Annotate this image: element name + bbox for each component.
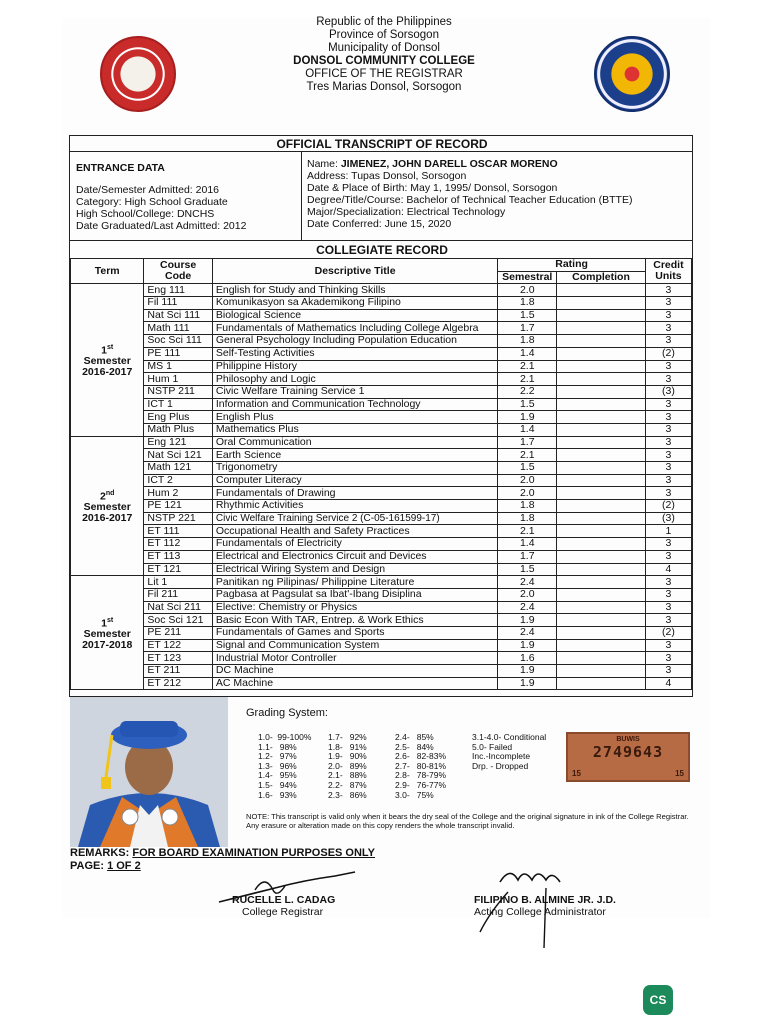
- credit-units-cell: (2): [645, 626, 691, 639]
- descriptive-title-cell: Elective: Chemistry or Physics: [212, 601, 497, 614]
- completion-cell: [557, 436, 646, 449]
- credit-units-cell: 3: [645, 360, 691, 373]
- table-row: [71, 614, 692, 627]
- credit-units-cell: 3: [645, 665, 691, 678]
- descriptive-title-cell: English Plus: [212, 411, 497, 424]
- table-row: [71, 322, 692, 335]
- credit-units-cell: 3: [645, 550, 691, 563]
- header-line2: Province of Sorsogon: [329, 29, 439, 41]
- grading-col-2: 1.7- 92% 1.8- 91% 1.9- 90% 2.0- 89% 2.1- 88% 2.2- 87% 2.3- 86%: [328, 732, 367, 800]
- semestral-rating-cell: 2.0: [498, 487, 557, 500]
- grading-col-4: 3.1-4.0- Conditional 5.0- Failed Inc.-Incomplete Drp. - Dropped: [472, 732, 547, 771]
- table-row: [71, 297, 692, 310]
- semestral-rating-cell: 1.7: [498, 322, 557, 335]
- col-course-code: Course Code: [144, 259, 212, 284]
- descriptive-title-cell: Fundamentals of Drawing: [212, 487, 497, 500]
- course-code-cell: Fil 211: [144, 588, 212, 601]
- table-row: [71, 423, 692, 436]
- descriptive-title-cell: Komunikasyon sa Akademikong Filipino: [212, 297, 497, 310]
- completion-cell: [557, 474, 646, 487]
- entrance-heading: ENTRANCE DATA: [76, 162, 165, 174]
- completion-cell: [557, 652, 646, 665]
- entrance-admitted: Date/Semester Admitted: 2016: [76, 184, 219, 196]
- course-code-cell: ET 212: [144, 677, 212, 690]
- completion-cell: [557, 626, 646, 639]
- stamp-right-value: 15: [675, 769, 684, 778]
- table-row: [71, 347, 692, 360]
- course-code-cell: Nat Sci 111: [144, 309, 212, 322]
- descriptive-title-cell: Earth Science: [212, 449, 497, 462]
- descriptive-title-cell: Electrical and Electronics Circuit and Devices: [212, 550, 497, 563]
- descriptive-title-cell: Pagbasa at Pagsulat sa Ibat'-Ibang Disiplina: [212, 588, 497, 601]
- table-row: [71, 601, 692, 614]
- credit-units-cell: 3: [645, 398, 691, 411]
- semestral-rating-cell: 1.8: [498, 335, 557, 348]
- credit-units-cell: 3: [645, 639, 691, 652]
- descriptive-title-cell: Rhythmic Activities: [212, 500, 497, 513]
- completion-cell: [557, 500, 646, 513]
- table-row: [71, 474, 692, 487]
- letterhead: [0, 16, 768, 94]
- table-row: [71, 411, 692, 424]
- semestral-rating-cell: 1.9: [498, 639, 557, 652]
- grading-col-1: 1.0- 99-100% 1.1- 98% 1.2- 97% 1.3- 96% 1.4- 95% 1.5- 94% 1.6- 93%: [258, 732, 312, 800]
- descriptive-title-cell: Philosophy and Logic: [212, 373, 497, 386]
- descriptive-title-cell: AC Machine: [212, 677, 497, 690]
- student-name-line: [307, 158, 632, 170]
- semestral-rating-cell: 1.8: [498, 512, 557, 525]
- remarks-value: FOR BOARD EXAMINATION PURPOSES ONLY: [132, 847, 375, 859]
- student-birth: Date & Place of Birth: May 1, 1995/ Donsol, Sorsogon: [307, 182, 558, 194]
- table-row: [71, 449, 692, 462]
- credit-units-cell: (3): [645, 512, 691, 525]
- col-semestral: Semestral: [498, 271, 557, 284]
- course-code-cell: ICT 1: [144, 398, 212, 411]
- semestral-rating-cell: 2.1: [498, 449, 557, 462]
- completion-cell: [557, 347, 646, 360]
- collegiate-record-title: COLLEGIATE RECORD: [316, 243, 448, 257]
- table-row: [71, 550, 692, 563]
- entrance-graduated: Date Graduated/Last Admitted: 2012: [76, 220, 247, 232]
- credit-units-cell: 3: [645, 588, 691, 601]
- semestral-rating-cell: 1.9: [498, 677, 557, 690]
- completion-cell: [557, 385, 646, 398]
- table-row: [71, 525, 692, 538]
- semestral-rating-cell: 2.1: [498, 360, 557, 373]
- table-row: [71, 373, 692, 386]
- credit-units-cell: 3: [645, 652, 691, 665]
- page-line: [70, 860, 141, 872]
- table-row: [71, 462, 692, 475]
- semestral-rating-cell: 1.8: [498, 297, 557, 310]
- course-code-cell: Math Plus: [144, 423, 212, 436]
- credit-units-cell: 3: [645, 297, 691, 310]
- course-code-cell: ET 113: [144, 550, 212, 563]
- credit-units-cell: 3: [645, 411, 691, 424]
- course-code-cell: Fil 111: [144, 297, 212, 310]
- credit-units-cell: 3: [645, 335, 691, 348]
- table-row: [71, 639, 692, 652]
- col-term: Term: [71, 259, 144, 284]
- completion-cell: [557, 512, 646, 525]
- semestral-rating-cell: 1.4: [498, 538, 557, 551]
- student-major: Major/Specialization: Electrical Technology: [307, 206, 506, 218]
- student-photo: [70, 697, 228, 847]
- completion-cell: [557, 449, 646, 462]
- course-code-cell: Hum 2: [144, 487, 212, 500]
- credit-units-cell: 3: [645, 474, 691, 487]
- header-college-name: DONSOL COMMUNITY COLLEGE: [293, 55, 475, 67]
- credit-units-cell: 3: [645, 423, 691, 436]
- completion-cell: [557, 525, 646, 538]
- course-code-cell: ET 121: [144, 563, 212, 576]
- completion-cell: [557, 462, 646, 475]
- course-code-cell: ET 111: [144, 525, 212, 538]
- table-row: [71, 626, 692, 639]
- completion-cell: [557, 665, 646, 678]
- personal-data: [307, 158, 632, 230]
- course-code-cell: Eng 121: [144, 436, 212, 449]
- term-label: 2nd Semester 2016-2017: [71, 436, 144, 576]
- descriptive-title-cell: Philippine History: [212, 360, 497, 373]
- completion-cell: [557, 614, 646, 627]
- descriptive-title-cell: Biological Science: [212, 309, 497, 322]
- semestral-rating-cell: 1.4: [498, 347, 557, 360]
- camscanner-badge-icon: CS: [643, 985, 673, 1015]
- table-row: [71, 538, 692, 551]
- table-row: [71, 398, 692, 411]
- semestral-rating-cell: 2.1: [498, 525, 557, 538]
- credit-units-cell: 3: [645, 436, 691, 449]
- administrator-block: [474, 894, 616, 918]
- course-code-cell: ET 122: [144, 639, 212, 652]
- registrar-name: RUCELLE L. CADAG: [232, 894, 336, 906]
- semestral-rating-cell: 1.6: [498, 652, 557, 665]
- term-label: 1st Semester 2016-2017: [71, 284, 144, 436]
- registrar-title: College Registrar: [242, 906, 324, 918]
- entrance-school: High School/College: DNCHS: [76, 208, 215, 220]
- stamp-top: BUWIS: [616, 736, 640, 743]
- completion-cell: [557, 601, 646, 614]
- descriptive-title-cell: English for Study and Thinking Skills: [212, 284, 497, 297]
- course-code-cell: Soc Sci 111: [144, 335, 212, 348]
- descriptive-title-cell: Fundamentals of Games and Sports: [212, 626, 497, 639]
- grading-col-3: 2.4- 85% 2.5- 84% 2.6- 82-83% 2.7- 80-81% 2.8- 78-79% 2.9- 76-77% 3.0- 75%: [395, 732, 447, 800]
- descriptive-title-cell: Trigonometry: [212, 462, 497, 475]
- entrance-category: Category: High School Graduate: [76, 196, 228, 208]
- course-code-cell: NSTP 221: [144, 512, 212, 525]
- course-code-cell: ICT 2: [144, 474, 212, 487]
- semestral-rating-cell: 1.9: [498, 665, 557, 678]
- completion-cell: [557, 550, 646, 563]
- course-code-cell: ET 211: [144, 665, 212, 678]
- descriptive-title-cell: Electrical Wiring System and Design: [212, 563, 497, 576]
- semestral-rating-cell: 1.5: [498, 462, 557, 475]
- completion-cell: [557, 373, 646, 386]
- completion-cell: [557, 538, 646, 551]
- page-value: 1 OF 2: [107, 860, 141, 872]
- stamp-number: 2749643: [592, 743, 664, 761]
- semestral-rating-cell: 1.4: [498, 423, 557, 436]
- descriptive-title-cell: Industrial Motor Controller: [212, 652, 497, 665]
- course-code-cell: Lit 1: [144, 576, 212, 589]
- completion-cell: [557, 576, 646, 589]
- semestral-rating-cell: 1.5: [498, 398, 557, 411]
- table-row: [71, 588, 692, 601]
- semestral-rating-cell: 2.4: [498, 576, 557, 589]
- credit-units-cell: 3: [645, 614, 691, 627]
- course-code-cell: PE 111: [144, 347, 212, 360]
- credit-units-cell: (2): [645, 500, 691, 513]
- descriptive-title-cell: Self-Testing Activities: [212, 347, 497, 360]
- date-conferred: Date Conferred: June 15, 2020: [307, 218, 452, 230]
- credit-units-cell: 4: [645, 677, 691, 690]
- descriptive-title-cell: General Psychology Including Population Education: [212, 335, 497, 348]
- descriptive-title-cell: Fundamentals of Electricity: [212, 538, 497, 551]
- administrator-title: Acting College Administrator: [474, 906, 606, 918]
- descriptive-title-cell: Oral Communication: [212, 436, 497, 449]
- course-code-cell: ET 112: [144, 538, 212, 551]
- header-line3: Municipality of Donsol: [328, 42, 440, 54]
- col-descriptive-title: Descriptive Title: [212, 259, 497, 284]
- credit-units-cell: 3: [645, 373, 691, 386]
- course-code-cell: PE 121: [144, 500, 212, 513]
- credit-units-cell: 3: [645, 284, 691, 297]
- table-row: [71, 284, 692, 297]
- descriptive-title-cell: Information and Communication Technology: [212, 398, 497, 411]
- documentary-stamp: [566, 732, 690, 782]
- descriptive-title-cell: Computer Literacy: [212, 474, 497, 487]
- table-row: [71, 665, 692, 678]
- course-code-cell: Nat Sci 121: [144, 449, 212, 462]
- col-credit-units: Credit Units: [645, 259, 691, 284]
- table-row: [71, 436, 692, 449]
- credit-units-cell: 3: [645, 576, 691, 589]
- header-line1: Republic of the Philippines: [316, 16, 452, 28]
- completion-cell: [557, 411, 646, 424]
- completion-cell: [557, 588, 646, 601]
- credit-units-cell: (3): [645, 385, 691, 398]
- semestral-rating-cell: 2.0: [498, 284, 557, 297]
- table-row: [71, 309, 692, 322]
- descriptive-title-cell: Fundamentals of Mathematics Including College Algebra: [212, 322, 497, 335]
- completion-cell: [557, 360, 646, 373]
- course-code-cell: Math 111: [144, 322, 212, 335]
- semestral-rating-cell: 1.9: [498, 411, 557, 424]
- completion-cell: [557, 297, 646, 310]
- semestral-rating-cell: 1.5: [498, 563, 557, 576]
- page-label: PAGE:: [70, 860, 108, 872]
- credit-units-cell: 3: [645, 462, 691, 475]
- descriptive-title-cell: Mathematics Plus: [212, 423, 497, 436]
- student-address: Address: Tupas Donsol, Sorsogon: [307, 170, 467, 182]
- table-row: [71, 335, 692, 348]
- stamp-left-value: 15: [572, 769, 581, 778]
- semestral-rating-cell: 2.4: [498, 626, 557, 639]
- course-code-cell: Math 121: [144, 462, 212, 475]
- administrator-name: FILIPINO B. ALMINE JR. J.D.: [474, 894, 616, 906]
- table-row: [71, 512, 692, 525]
- descriptive-title-cell: Civic Welfare Training Service 2 (C-05-161599-17): [212, 512, 497, 525]
- credit-units-cell: 3: [645, 601, 691, 614]
- table-row: [71, 385, 692, 398]
- course-code-cell: Soc Sci 121: [144, 614, 212, 627]
- validity-note: NOTE: This transcript is valid only when it bears the dry seal of the College and the original signature in ink of the College Registrar. Any erasure or alteration made on this copy renders the whole transcript invalid.: [246, 812, 689, 830]
- credit-units-cell: 4: [645, 563, 691, 576]
- completion-cell: [557, 335, 646, 348]
- completion-cell: [557, 487, 646, 500]
- term-label: 1st Semester 2017-2018: [71, 576, 144, 690]
- descriptive-title-cell: DC Machine: [212, 665, 497, 678]
- semestral-rating-cell: 2.0: [498, 474, 557, 487]
- course-code-cell: ET 123: [144, 652, 212, 665]
- semestral-rating-cell: 2.0: [498, 588, 557, 601]
- table-row: [71, 677, 692, 690]
- registrar-block: [232, 894, 335, 918]
- descriptive-title-cell: Basic Econ With TAR, Entrep. & Work Ethics: [212, 614, 497, 627]
- descriptive-title-cell: Occupational Health and Safety Practices: [212, 525, 497, 538]
- credit-units-cell: 3: [645, 538, 691, 551]
- credit-units-cell: 3: [645, 322, 691, 335]
- course-code-cell: Hum 1: [144, 373, 212, 386]
- descriptive-title-cell: Civic Welfare Training Service 1: [212, 385, 497, 398]
- completion-cell: [557, 284, 646, 297]
- course-code-cell: PE 211: [144, 626, 212, 639]
- grades-table: [70, 258, 692, 690]
- table-row: [71, 487, 692, 500]
- col-completion: Completion: [557, 271, 646, 284]
- header-office: OFFICE OF THE REGISTRAR: [305, 68, 463, 80]
- transcript-title: OFFICIAL TRANSCRIPT OF RECORD: [276, 137, 488, 151]
- transcript-box: [69, 135, 693, 697]
- table-row: [71, 576, 692, 589]
- name-label: Name:: [307, 158, 341, 170]
- student-name: JIMENEZ, JOHN DARELL OSCAR MORENO: [340, 158, 558, 170]
- semestral-rating-cell: 2.4: [498, 601, 557, 614]
- table-row: [71, 360, 692, 373]
- remarks-line: [70, 847, 375, 859]
- col-rating: Rating: [498, 259, 645, 272]
- header-address: Tres Marias Donsol, Sorsogon: [306, 81, 462, 93]
- table-row: [71, 563, 692, 576]
- semestral-rating-cell: 2.2: [498, 385, 557, 398]
- table-row: [71, 652, 692, 665]
- course-code-cell: NSTP 211: [144, 385, 212, 398]
- completion-cell: [557, 309, 646, 322]
- completion-cell: [557, 322, 646, 335]
- credit-units-cell: 3: [645, 487, 691, 500]
- student-degree: Degree/Title/Course: Bachelor of Technical Teacher Education (BTTE): [307, 194, 633, 206]
- course-code-cell: MS 1: [144, 360, 212, 373]
- completion-cell: [557, 423, 646, 436]
- credit-units-cell: 1: [645, 525, 691, 538]
- remarks-label: REMARKS:: [70, 847, 133, 859]
- semestral-rating-cell: 2.1: [498, 373, 557, 386]
- grading-system-title: Grading System:: [246, 707, 328, 719]
- entrance-data: [76, 162, 246, 232]
- semestral-rating-cell: 1.7: [498, 550, 557, 563]
- semestral-rating-cell: 1.8: [498, 500, 557, 513]
- semestral-rating-cell: 1.9: [498, 614, 557, 627]
- descriptive-title-cell: Signal and Communication System: [212, 639, 497, 652]
- credit-units-cell: 3: [645, 449, 691, 462]
- semestral-rating-cell: 1.5: [498, 309, 557, 322]
- completion-cell: [557, 639, 646, 652]
- table-row: [71, 500, 692, 513]
- semestral-rating-cell: 1.7: [498, 436, 557, 449]
- credit-units-cell: 3: [645, 309, 691, 322]
- course-code-cell: Eng Plus: [144, 411, 212, 424]
- credit-units-cell: (2): [645, 347, 691, 360]
- course-code-cell: Nat Sci 211: [144, 601, 212, 614]
- descriptive-title-cell: Panitikan ng Pilipinas/ Philippine Literature: [212, 576, 497, 589]
- course-code-cell: Eng 111: [144, 284, 212, 297]
- completion-cell: [557, 563, 646, 576]
- completion-cell: [557, 398, 646, 411]
- completion-cell: [557, 677, 646, 690]
